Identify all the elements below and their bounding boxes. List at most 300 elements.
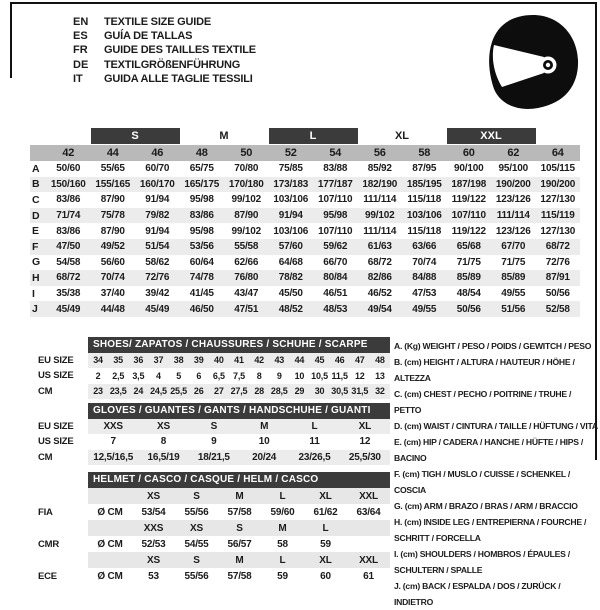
value-cell: 38 [173, 355, 184, 366]
value-cell: S [210, 420, 218, 432]
measure-row-c [30, 192, 580, 208]
size-value: 63/66 [412, 241, 437, 253]
row-label: CM [38, 451, 53, 463]
size-value: 57/60 [278, 241, 303, 253]
size-value: 72/76 [545, 256, 570, 268]
helmet-sizes-row [38, 488, 390, 504]
size-value: 55/58 [234, 241, 259, 253]
size-value: 79/82 [145, 210, 170, 222]
measure-row-g [30, 255, 580, 271]
value-cell: XL [358, 420, 372, 432]
helmet-value: 53/54 [141, 506, 166, 518]
value-cell: 12 [354, 370, 365, 381]
value-cell: 25,5/30 [348, 451, 381, 463]
helmet-size: XS [190, 522, 203, 534]
size-value: 87/90 [100, 225, 125, 237]
size-value: 72/76 [145, 272, 170, 284]
size-value: 83/86 [56, 194, 81, 206]
helmet-sizes-row [38, 552, 390, 568]
measurement-legend [394, 338, 600, 610]
standard-label: ECE [38, 570, 57, 582]
value-cell: 30 [314, 386, 325, 397]
value-cell: 12 [359, 436, 371, 448]
table-row [38, 353, 390, 369]
row-label: C [32, 193, 40, 206]
value-cell: 23 [93, 386, 103, 397]
size-value: 123/126 [495, 194, 531, 206]
value-cell: 24 [133, 386, 144, 397]
size-value: 49/55 [501, 288, 526, 300]
helmet-value: 55/56 [184, 570, 209, 582]
language-title: TEXTILE SIZE GUIDE [104, 16, 212, 29]
measure-row-b [30, 177, 580, 193]
size-value: 99/102 [365, 210, 395, 222]
size-value: 78/82 [278, 272, 303, 284]
size-value: 48/54 [456, 288, 481, 300]
value-cell: 37 [153, 355, 164, 366]
value-cell: 28 [254, 386, 264, 397]
helmet-size: L [279, 490, 286, 502]
size-value: 50/60 [56, 163, 81, 175]
size-value: 68/72 [545, 241, 570, 253]
value-cell: 23/26,5 [298, 451, 331, 463]
size-group-xl: XL [394, 130, 410, 142]
helmet-standard-row-ece [38, 568, 390, 584]
size-value: 87/90 [234, 210, 259, 222]
racing-helmet-icon [477, 12, 589, 114]
row-label-spacer [38, 488, 88, 504]
size-value: 71/74 [56, 210, 81, 222]
value-cell: 11 [309, 436, 320, 448]
size-value: 91/94 [145, 225, 170, 237]
size-value: 83/88 [323, 163, 348, 175]
value-cell: 12,5/16,5 [93, 451, 134, 463]
size-value: 95/100 [498, 163, 528, 175]
row-label: EU SIZE [38, 420, 74, 432]
size-value: 187/198 [451, 178, 487, 190]
value-cell: 6,5 [212, 370, 225, 381]
size-value: 49/52 [100, 241, 125, 253]
helmet-size-band [88, 552, 390, 568]
gloves-table-title: GLOVES / GUANTES / GANTS / HANDSCHUHE / GUANTI [88, 403, 390, 419]
language-title-list [73, 15, 256, 86]
standard-label: CMR [38, 538, 60, 550]
helmet-size: S [236, 522, 243, 534]
size-value: 99/102 [231, 225, 261, 237]
size-value: 68/72 [56, 272, 81, 284]
size-value: 47/53 [412, 288, 437, 300]
size-value: 53/56 [189, 241, 214, 253]
size-value: 56/60 [100, 256, 125, 268]
value-cell: 18/21,5 [197, 451, 230, 463]
size-number: 46 [151, 147, 164, 159]
frame-border-top [10, 2, 597, 4]
size-value: 182/190 [362, 178, 398, 190]
value-cell: 40 [214, 355, 224, 366]
size-value: 64/68 [278, 256, 303, 268]
value-cell: 35 [113, 355, 123, 366]
helmet-value [347, 536, 390, 552]
shoes-size-table [38, 353, 390, 400]
size-value: 115/118 [407, 194, 442, 206]
helmet-value: 59/60 [270, 506, 295, 518]
size-value: 87/91 [545, 272, 570, 284]
helmet-size: XXL [359, 490, 378, 502]
size-number: 50 [240, 147, 253, 159]
helmet-value: 52/53 [141, 538, 166, 550]
size-value: 85/92 [367, 163, 392, 175]
size-value: 58/62 [145, 256, 170, 268]
value-cell: 45 [314, 355, 325, 366]
row-label: B [32, 178, 40, 191]
legend-item: B. (cm) HEIGHT / ALTURA / HAUTEUR / HÖHE / ALTEZZA [394, 357, 575, 383]
size-value: 49/55 [412, 303, 437, 315]
row-label: E [32, 225, 39, 238]
value-cell: 47 [354, 355, 365, 366]
size-value: 123/126 [495, 225, 531, 237]
size-value: 67/70 [501, 241, 526, 253]
size-value: 190/200 [495, 178, 531, 190]
row-label: H [32, 271, 40, 284]
size-value: 84/88 [412, 272, 437, 284]
size-value: 48/52 [278, 303, 303, 315]
value-cell: 6 [196, 370, 202, 381]
size-value: 51/54 [145, 241, 170, 253]
size-value: 115/118 [407, 225, 442, 237]
size-number: 58 [418, 147, 431, 159]
value-cell: 43 [274, 355, 285, 366]
size-value: 48/53 [323, 303, 348, 315]
language-row [73, 58, 256, 72]
table-row [38, 450, 390, 466]
legend-item: G. (cm) ARM / BRAZO / BRAS / ARM / BRACCIO [394, 501, 578, 511]
helmet-value: 59 [320, 538, 331, 550]
measure-row-f [30, 239, 580, 255]
size-value: 49/54 [367, 303, 392, 315]
size-value: 107/110 [451, 210, 486, 222]
size-value: 105/115 [540, 163, 575, 175]
row-label: CM [38, 385, 53, 397]
legend-item: J. (cm) BACK / ESPALDA / DOS / ZURÜCK / INDIETRO [394, 581, 561, 607]
value-cell: 10 [294, 370, 305, 381]
unit-label: Ø CM [97, 538, 123, 550]
textile-size-table [30, 128, 580, 317]
size-value: 95/98 [189, 194, 214, 206]
value-cell: 7 [110, 436, 116, 448]
size-value: 46/51 [323, 288, 348, 300]
size-value: 76/80 [234, 272, 259, 284]
table-row [38, 368, 390, 384]
row-label-spacer [38, 520, 88, 536]
size-value: 127/130 [540, 225, 576, 237]
value-cell: 3,5 [132, 370, 145, 381]
size-number: 52 [284, 147, 297, 159]
row-label-spacer [38, 552, 88, 568]
size-value: 45/49 [56, 303, 81, 315]
size-group-xxl: XXL [447, 128, 536, 144]
size-value: 71/75 [456, 256, 481, 268]
helmet-size: XL [319, 490, 332, 502]
size-value: 35/38 [56, 288, 81, 300]
size-number: 48 [195, 147, 208, 159]
legend-item: E. (cm) HIP / CADERA / HANCHE / HÜFTE / HIPS / BACINO [394, 437, 584, 463]
size-value: 170/180 [228, 178, 264, 190]
size-value: 99/102 [231, 194, 261, 206]
size-value: 111/114 [363, 194, 397, 206]
size-value: 127/130 [540, 194, 576, 206]
shoes-table-title: SHOES/ ZAPATOS / CHAUSSURES / SCHUHE / SCARPE [88, 337, 390, 353]
size-value: 107/110 [318, 225, 353, 237]
size-value: 61/63 [367, 241, 392, 253]
standard-label: FIA [38, 506, 53, 518]
helmet-value: 57/58 [227, 506, 252, 518]
value-cell: 23,5 [109, 386, 127, 397]
value-cell: 30,5 [331, 386, 349, 397]
value-cell: 7,5 [233, 370, 245, 381]
unit-spacer [88, 520, 132, 536]
helmet-size: M [235, 554, 244, 566]
size-value: 155/165 [95, 178, 131, 190]
helmet-size: XL [319, 554, 332, 566]
size-value: 43/47 [234, 288, 259, 300]
value-cell: 27,5 [230, 386, 248, 397]
value-cell: 32 [375, 386, 385, 397]
size-value: 52/58 [545, 303, 570, 315]
helmet-size [347, 520, 390, 536]
standard-values [88, 568, 390, 584]
value-cell: 25,5 [170, 386, 187, 397]
size-number: 54 [329, 147, 342, 159]
size-value: 91/94 [145, 194, 170, 206]
size-value: 119/122 [451, 194, 486, 206]
helmet-value: 57/58 [227, 570, 252, 582]
helmet-size-table [38, 488, 390, 584]
value-cell: 5 [176, 370, 181, 381]
language-code: DE [73, 58, 89, 71]
helmet-size-band [88, 520, 390, 536]
size-group-l: L [269, 128, 358, 144]
size-value: 119/122 [451, 225, 486, 237]
size-value: 41/45 [189, 288, 214, 300]
row-label: US SIZE [38, 370, 74, 382]
unit-label: Ø CM [97, 506, 123, 518]
language-row [73, 29, 256, 43]
value-cell: 4 [156, 370, 161, 381]
value-cell: 36 [133, 355, 144, 366]
helmet-standard-row-fia [38, 504, 390, 520]
size-number: 42 [62, 147, 75, 159]
value-cell: XXS [103, 420, 123, 432]
helmet-size: XS [147, 490, 160, 502]
unit-spacer [88, 552, 132, 568]
size-number: 64 [551, 147, 564, 159]
language-title: GUIDE DES TAILLES TEXTILE [104, 44, 256, 57]
helmet-value: 61 [363, 570, 374, 582]
size-value: 111/114 [496, 210, 530, 222]
helmet-value: 63/64 [356, 506, 381, 518]
size-value: 91/94 [278, 210, 303, 222]
measure-row-i [30, 286, 580, 302]
helmet-value: 60 [320, 570, 331, 582]
value-cell: 41 [234, 355, 244, 366]
size-number: 56 [373, 147, 386, 159]
legend-item: F. (cm) TIGH / MUSLO / CUISSE / SCHENKEL / COSCIA [394, 469, 571, 495]
language-code: EN [73, 16, 89, 29]
row-label: A [32, 162, 40, 175]
size-value: 47/50 [56, 241, 81, 253]
row-label: F [32, 240, 39, 253]
size-value: 75/78 [100, 210, 125, 222]
row-values [88, 353, 390, 369]
size-value: 83/86 [56, 225, 81, 237]
helmet-sizes-row [38, 520, 390, 536]
helmet-size: L [279, 554, 286, 566]
language-code: IT [73, 72, 83, 85]
legend-item: A. (Kg) WEIGHT / PESO / POIDS / GEWITCH / PESO [394, 341, 592, 351]
size-value: 47/51 [234, 303, 259, 315]
size-value: 177/187 [317, 178, 353, 190]
value-cell: 46 [334, 355, 345, 366]
size-value: 95/98 [323, 210, 348, 222]
size-value: 65/75 [189, 163, 214, 175]
row-label: EU SIZE [38, 354, 74, 366]
value-cell: 29 [294, 386, 305, 397]
size-value: 55/65 [100, 163, 125, 175]
value-cell: 8 [256, 370, 262, 381]
size-value: 54/58 [56, 256, 81, 268]
value-cell: 31,5 [351, 386, 369, 397]
row-values [88, 419, 390, 435]
value-cell: 9 [276, 370, 282, 381]
size-value: 46/52 [367, 288, 392, 300]
helmet-value: 59 [277, 570, 288, 582]
measure-row-a [30, 161, 580, 177]
size-value: 87/95 [412, 163, 437, 175]
size-value: 39/42 [145, 288, 170, 300]
table-row [38, 419, 390, 435]
size-value: 62/66 [234, 256, 259, 268]
size-group-s: S [91, 128, 180, 144]
standard-values [88, 536, 390, 552]
measure-row-h [30, 270, 580, 286]
helmet-value: 56/57 [227, 538, 252, 550]
helmet-size-band [88, 488, 390, 504]
value-cell: 27 [214, 386, 224, 397]
language-row [73, 15, 256, 29]
value-cell: 24,5 [150, 386, 167, 397]
size-value: 46/50 [189, 303, 214, 315]
row-label: J [32, 303, 38, 316]
value-cell: 16,5/19 [147, 451, 180, 463]
size-value: 90/100 [454, 163, 484, 175]
value-cell: M [260, 420, 269, 432]
size-value: 74/78 [189, 272, 214, 284]
row-values [88, 450, 390, 466]
value-cell: 26 [193, 386, 204, 397]
size-value: 165/175 [184, 178, 220, 190]
measure-row-e [30, 223, 580, 239]
size-value: 66/70 [323, 256, 348, 268]
size-value: 85/89 [456, 272, 481, 284]
size-value: 45/49 [145, 303, 170, 315]
size-number: 62 [507, 147, 520, 159]
row-label-spacer [30, 145, 46, 161]
language-title: GUÍA DE TALLAS [104, 30, 193, 43]
language-code: FR [73, 44, 88, 57]
size-value: 103/106 [273, 225, 309, 237]
size-value: 50/56 [545, 288, 570, 300]
row-values [88, 368, 390, 384]
value-cell: 20/24 [252, 451, 277, 463]
size-value: 37/40 [100, 288, 125, 300]
size-value: 190/200 [540, 178, 576, 190]
value-cell: 11,5 [331, 370, 348, 381]
size-value: 44/48 [100, 303, 125, 315]
size-group-m: M [219, 130, 229, 142]
row-label: D [32, 209, 40, 222]
helmet-size: M [278, 522, 287, 534]
row-values [88, 384, 390, 400]
size-value: 95/98 [189, 225, 214, 237]
value-cell: XS [157, 420, 170, 432]
measure-row-d [30, 208, 580, 224]
size-value: 50/56 [456, 303, 481, 315]
helmet-standard-row-cmr [38, 536, 390, 552]
size-value: 150/160 [50, 178, 86, 190]
language-row [73, 72, 256, 86]
size-value: 51/56 [501, 303, 526, 315]
legend-item: I. (cm) SHOULDERS / HOMBROS / ÉPAULES / SCHULTERN / SPALLE [394, 549, 570, 575]
value-cell: 34 [93, 355, 103, 366]
legend-item: C. (cm) CHEST / PECHO / POITRINE / TRUHE / PETTO [394, 389, 572, 415]
helmet-size: XS [147, 554, 160, 566]
size-value: 173/183 [273, 178, 309, 190]
value-cell: 39 [193, 355, 204, 366]
value-cell: 28,5 [270, 386, 288, 397]
helmet-size: XXS [143, 522, 164, 534]
size-value: 85/89 [501, 272, 526, 284]
row-label: I [32, 287, 35, 300]
value-cell: 10 [258, 436, 270, 448]
size-number-row [30, 145, 580, 161]
helmet-value: 54/55 [184, 538, 209, 550]
helmet-value: 61/62 [313, 506, 338, 518]
size-number: 44 [106, 147, 119, 159]
size-value: 45/50 [278, 288, 303, 300]
table-row [38, 434, 390, 450]
legend-item: H. (cm) INSIDE LEG / ENTREPIERNA / FOURCHE / SCHRITT / FORCELLA [394, 517, 587, 543]
size-value: 68/72 [367, 256, 392, 268]
helmet-table-title: HELMET / CASCO / CASQUE / HELM / CASCO [88, 472, 390, 488]
size-value: 70/80 [234, 163, 259, 175]
size-value: 71/75 [501, 256, 526, 268]
value-cell: 44 [294, 355, 305, 366]
value-cell: 9 [211, 436, 217, 448]
value-cell: 2 [95, 370, 101, 381]
size-value: 115/119 [540, 210, 575, 222]
row-label: US SIZE [38, 436, 74, 448]
size-value: 70/74 [412, 256, 437, 268]
helmet-value: 55/56 [184, 506, 209, 518]
size-value: 60/64 [189, 256, 214, 268]
value-cell: 48 [375, 355, 385, 366]
size-value: 82/86 [367, 272, 392, 284]
table-row [38, 384, 390, 400]
helmet-size: L [322, 522, 329, 534]
size-value: 59/62 [323, 241, 348, 253]
helmet-size: XXL [359, 554, 378, 566]
unit-label: Ø CM [97, 570, 123, 582]
